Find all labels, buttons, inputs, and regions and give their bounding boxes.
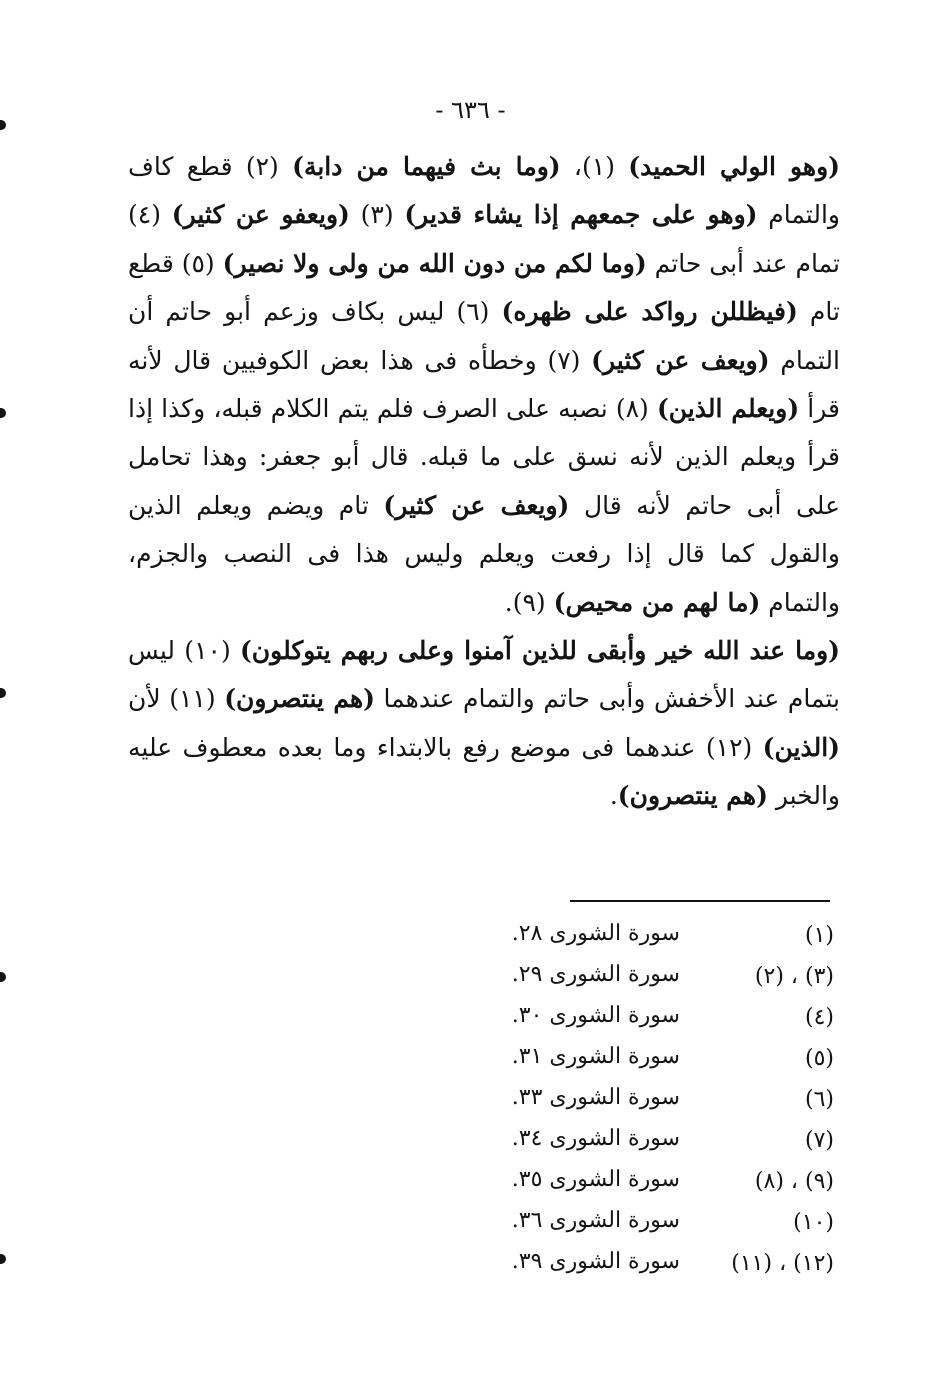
quran-quote: (وهو على جمعهم إذا يشاء قدير) <box>404 200 758 230</box>
quran-quote: (وما بث فيهما من دابة) <box>292 152 561 181</box>
footnote-text: سورة الشورى ٢٨. <box>511 921 680 946</box>
main-text <box>128 143 840 821</box>
text-segment: (٩). <box>504 587 554 617</box>
footnote <box>470 1040 840 1081</box>
quran-quote: (هم ينتصرون) <box>617 781 768 811</box>
footnote <box>470 917 840 958</box>
footnote-ref: (٨) ، (٩) <box>754 1169 834 1194</box>
footnotes <box>470 917 840 1286</box>
scan-margin-mark <box>0 408 6 418</box>
footnote <box>470 1245 840 1286</box>
quran-quote: (ويعلم الذين) <box>656 394 800 424</box>
text-segment: (٦) ليس بكاف وزعم أبو حاتم أن التمام <box>128 297 840 375</box>
quran-quote: (هم ينتصرون) <box>224 684 375 714</box>
footnote-ref: (٢) ، (٣) <box>754 964 834 989</box>
scan-margin-mark <box>0 1254 6 1264</box>
text-segment: (١)، <box>560 152 629 181</box>
footnote-text: سورة الشورى ٣٤. <box>511 1126 680 1151</box>
quran-quote: (ويعفو عن كثير) <box>171 200 350 230</box>
text-segment: (٤) تمام عند أبى حاتم <box>128 200 840 278</box>
text-segment: . <box>609 781 618 811</box>
footnote <box>470 1163 840 1204</box>
footnote-text: سورة الشورى ٢٩. <box>511 962 680 987</box>
footnote <box>470 999 840 1040</box>
footnote-ref: (٧) <box>804 1128 834 1153</box>
text-segment: (١٠) ليس بتمام عند الأخفش وأبى حاتم والتمام عندهما <box>128 636 840 714</box>
quran-quote: (الذين) <box>762 732 841 762</box>
text-segment: (٧) وخطأه فى هذا بعض الكوفيين قال لأنه قرأ <box>128 345 840 424</box>
text-segment: (٣) <box>349 200 405 230</box>
quran-quote: (فيظللن رواكد على ظهره) <box>501 297 798 327</box>
text-segment: (١١) لأن <box>128 684 225 714</box>
footnote-ref: (١٠) <box>793 1210 834 1235</box>
quran-quote: (ويعف عن كثير) <box>591 345 770 375</box>
footnote-text: سورة الشورى ٣١. <box>511 1044 680 1069</box>
footnote-text: سورة الشورى ٣٣. <box>511 1085 680 1110</box>
footnote-ref: (١) <box>804 923 834 948</box>
quran-quote: (وما لكم من دون الله من ولى ولا نصير) <box>222 248 647 278</box>
text-segment: تام ويضم ويعلم الذين والقول كما قال إذا رفعت ويعلم وليس هذا فى النصب والجزم، والتمام <box>128 490 840 617</box>
text-segment: (٢) قطع كاف والتمام <box>128 152 840 230</box>
footnote-ref: (٥) <box>804 1046 834 1071</box>
footnote <box>470 1081 840 1122</box>
text-segment: (٥) قطع تام <box>128 248 840 327</box>
paragraph <box>128 143 840 627</box>
footnote <box>470 1204 840 1245</box>
footnote-text: سورة الشورى ٣٩. <box>511 1249 680 1274</box>
page-number: - ٦٣٦ - <box>435 96 506 124</box>
scan-margin-mark <box>0 688 6 698</box>
text-segment: (٨) نصبه على الصرف فلم يتم الكلام قبله، وكذا إذا قرأ ويعلم الذين لأنه نسق على ما قبله. قال أبو جعفر: وهذا تحامل على أبى حاتم لأنه قال <box>128 394 840 520</box>
footnote-ref: (١١) ، (١٢) <box>731 1251 834 1276</box>
quran-quote: (وما عند الله خير وأبقى للذين آمنوا وعلى ربهم يتوكلون) <box>239 636 841 666</box>
quran-quote: (ويعف عن كثير) <box>383 490 570 520</box>
footnote-ref: (٦) <box>804 1087 834 1112</box>
footnote <box>470 958 840 999</box>
quran-quote: (وهو الولي الحميد) <box>628 152 840 181</box>
footnote <box>470 1122 840 1163</box>
quran-quote: (ما لهم من محيص) <box>553 587 761 617</box>
text-segment: (١٢) عندهما فى موضع رفع بالابتداء وما بعده معطوف عليه والخبر <box>128 732 840 811</box>
footnote-text: سورة الشورى ٣٥. <box>511 1167 680 1192</box>
paragraph <box>128 627 840 821</box>
scan-margin-mark <box>0 972 6 982</box>
footnote-text: سورة الشورى ٣٦. <box>511 1208 680 1233</box>
footnote-ref: (٤) <box>804 1005 834 1030</box>
footnote-text: سورة الشورى ٣٠. <box>511 1003 680 1028</box>
footnote-separator <box>570 900 830 902</box>
scan-margin-mark <box>0 120 6 130</box>
